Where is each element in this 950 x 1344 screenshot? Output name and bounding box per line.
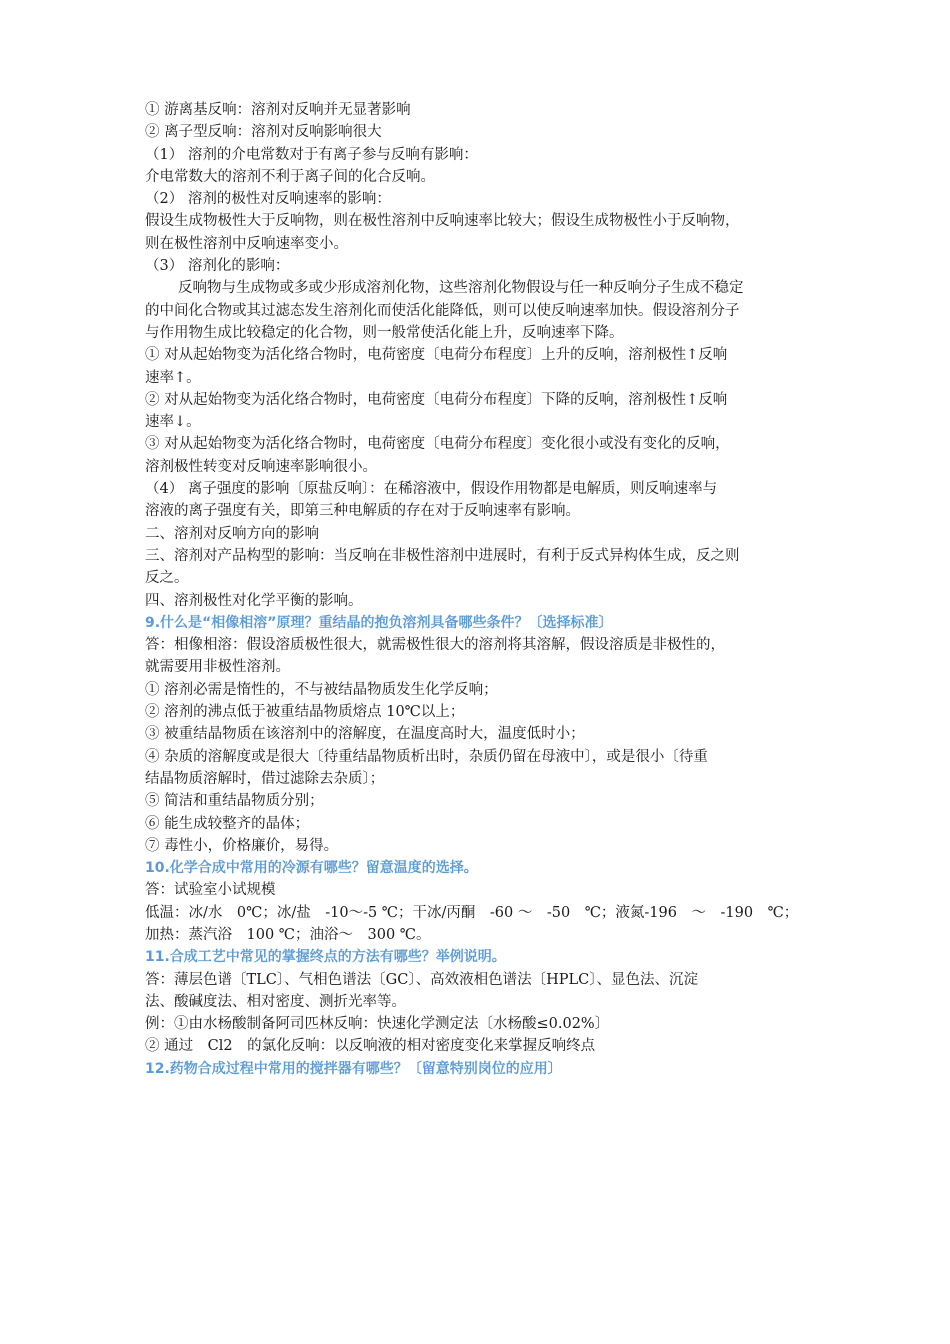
text-line: ⑦ 毒性小，价格廉价，易得。 xyxy=(145,837,339,854)
text-line: 溶液的离子强度有关，即第三种电解质的存在对于反响速率有影响。 xyxy=(145,503,580,520)
text-line: 反响物与生成物或多或少形成溶剂化物，这些溶剂化物假设与任一种反响分子生成不稳定 xyxy=(178,280,744,297)
text-line: ② 对从起始物变为活化络合物时，电荷密度〔电荷分布程度〕下降的反响，溶剂极性↑反响 xyxy=(145,391,728,408)
text-line: ① 对从起始物变为活化络合物时，电荷密度〔电荷分布程度〕上升的反响，溶剂极性↑反响 xyxy=(145,347,728,364)
text-line: ② 溶剂的沸点低于被重结晶物质熔点 10℃以上； xyxy=(145,704,465,721)
text-line: （4） 离子强度的影响〔原盐反响〕：在稀溶液中，假设作用物都是电解质，则反响速率与 xyxy=(145,481,718,498)
text-line: 三、溶剂对产品构型的影响：当反响在非极性溶剂中进展时，有利于反式异构体生成，反之则 xyxy=(145,547,740,564)
text-line: 假设生成物极性大于反响物，则在极性溶剂中反响速率比较大；假设生成物极性小于反响物， xyxy=(145,213,740,230)
question-heading: 11.合成工艺中常见的掌握终点的方法有哪些？举例说明。 xyxy=(145,949,506,966)
text-line: 结晶物质溶解时，借过滤除去杂质〕； xyxy=(145,770,385,787)
text-line: 答：薄层色谱〔TLC〕、气相色谱法〔GC〕、高效液相色谱法〔HPLC〕、显色法、沉淀 xyxy=(145,971,698,988)
question-heading: 12.药物合成过程中常用的搅拌器有哪些？〔留意特别岗位的应用〕 xyxy=(145,1060,562,1077)
text-line: （2） 溶剂的极性对反响速率的影响： xyxy=(145,191,391,208)
text-line: （1） 溶剂的介电常数对于有离子参与反响有影响： xyxy=(145,146,478,163)
text-line: 反之。 xyxy=(145,570,189,587)
text-line: 法、酸碱度法、相对密度、测折光率等。 xyxy=(145,993,406,1010)
text-line: 的中间化合物或其过滤态发生溶剂化而使活化能降低，则可以使反响速率加快。假设溶剂分子 xyxy=(145,302,740,319)
text-line: 介电常数大的溶剂不利于离子间的化合反响。 xyxy=(145,168,435,185)
text-line: 四、溶剂极性对化学平衡的影响。 xyxy=(145,592,363,609)
text-line: 溶剂极性转变对反响速率影响很小。 xyxy=(145,458,377,475)
text-line: ① 游离基反响：溶剂对反响并无显著影响 xyxy=(145,102,411,118)
text-line: 速率↓。 xyxy=(145,414,201,431)
text-line: ③ 被重结晶物质在该溶剂中的溶解度，在温度高时大，温度低时小； xyxy=(145,726,585,743)
text-line: （3） 溶剂化的影响： xyxy=(145,258,290,275)
text-line: ⑥ 能生成较整齐的晶体； xyxy=(145,815,310,832)
text-line: 则在极性溶剂中反响速率变小。 xyxy=(145,235,348,252)
text-line: 与作用物生成比较稳定的化合物，则一般常使活化能上升，反响速率下降。 xyxy=(145,324,624,341)
text-line: 答：试验室小试规模 xyxy=(145,882,276,899)
text-line: ④ 杂质的溶解度或是很大〔待重结晶物质析出时，杂质仍留在母液中〕，或是很小〔待重 xyxy=(145,748,708,765)
question-heading: 10.化学合成中常用的冷源有哪些？留意温度的选择。 xyxy=(145,860,478,877)
text-line: ③ 对从起始物变为活化络合物时，电荷密度〔电荷分布程度〕变化很小或没有变化的反响， xyxy=(145,436,730,453)
text-line: ① 溶剂必需是惰性的，不与被结晶物质发生化学反响； xyxy=(145,681,498,698)
text-line: 速率↑。 xyxy=(145,369,201,386)
text-line: 二、溶剂对反响方向的影响 xyxy=(145,525,319,542)
question-heading: 9.什么是“相像相溶”原理？重结晶的抱负溶剂具备哪些条件？〔选择标准〕 xyxy=(145,614,613,631)
text-line: 就需要用非极性溶剂。 xyxy=(145,659,290,676)
text-line: ⑤ 简洁和重结晶物质分别； xyxy=(145,793,324,810)
text-line: 例：①由水杨酸制备阿司匹林反响：快速化学测定法〔水杨酸≤0.02%〕 xyxy=(145,1016,610,1033)
text-line: ② 通过 Cl2 的氯化反响：以反响液的相对密度变化来掌握反响终点 xyxy=(145,1038,596,1055)
text-line: 低温：冰/水 0℃；冰/盐 -10～-5 ℃；干冰/丙酮 -60 ～ -50 ℃；液氮-196 ～ -190 ℃； xyxy=(145,904,799,921)
text-line: 答：相像相溶：假设溶质极性很大，就需极性很大的溶剂将其溶解，假设溶质是非极性的， xyxy=(145,637,725,654)
text-line: ② 离子型反响：溶剂对反响影响很大 xyxy=(145,124,382,141)
text-line: 加热：蒸汽浴 100 ℃；油浴～ 300 ℃。 xyxy=(145,926,431,943)
